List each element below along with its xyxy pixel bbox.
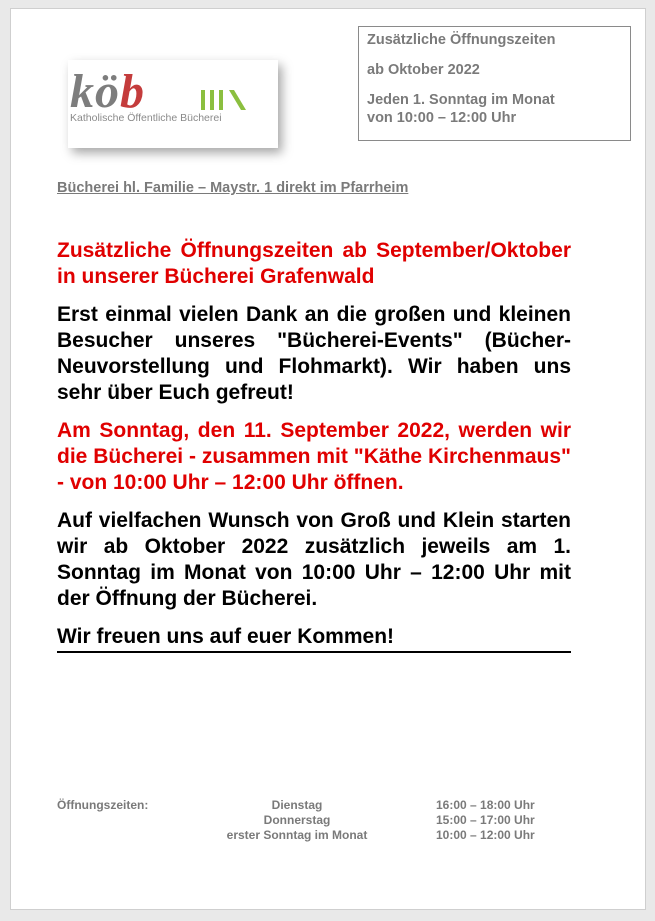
heading-paragraph: Zusätzliche Öffnungszeiten ab September/Oktober in unserer Bücherei Grafenwald xyxy=(57,239,571,288)
hours-day: Donnerstag xyxy=(263,813,331,827)
main-content xyxy=(57,238,571,653)
logo-subtitle: Katholische Öffentliche Bücherei xyxy=(70,112,222,124)
info-box-start: ab Oktober 2022 xyxy=(367,62,480,78)
info-box-schedule: Jeden 1. Sonntag im Monat xyxy=(367,92,555,108)
october-paragraph: Auf vielfachen Wunsch von Groß und Klein starten wir ab Oktober 2022 zusätzlich jeweils am 1. Sonntag im Monat von 10:00 Uhr – 12:00 Uhr mit der Öffnung der Bücherei. xyxy=(57,509,571,610)
logo-wordmark: köb xyxy=(70,65,145,118)
hours-day: erster Sonntag im Monat xyxy=(226,828,368,842)
closing-line: Wir freuen uns auf euer Kommen! xyxy=(57,624,571,653)
info-box xyxy=(358,26,631,141)
address-line: Bücherei hl. Familie – Maystr. 1 direkt im Pfarrheim xyxy=(57,180,409,196)
hours-time: 15:00 – 17:00 Uhr xyxy=(436,813,535,827)
info-box-time: von 10:00 – 12:00 Uhr xyxy=(367,110,517,126)
thanks-paragraph: Erst einmal vielen Dank an die großen und kleinen Besucher unseres "Bücherei-Events" (Bücher-Neuvorstellung und Flohmarkt). Wir haben uns sehr über Euch gefreut! xyxy=(57,303,571,404)
logo-book-bars-icon xyxy=(201,88,263,110)
info-box-title: Zusätzliche Öffnungszeiten xyxy=(367,32,556,48)
hours-day: Dienstag xyxy=(271,798,323,812)
september-paragraph: Am Sonntag, den 11. September 2022, werden wir die Bücherei - zusammen mit "Käthe Kirchenmaus" - von 10:00 Uhr – 12:00 Uhr öffnen. xyxy=(57,419,571,494)
opening-hours-label: Öffnungszeiten: xyxy=(57,798,149,812)
hours-time: 10:00 – 12:00 Uhr xyxy=(436,828,535,842)
koeb-logo xyxy=(68,60,278,148)
opening-hours-days xyxy=(197,798,397,843)
opening-hours-times xyxy=(436,798,535,843)
hours-time: 16:00 – 18:00 Uhr xyxy=(436,798,535,812)
